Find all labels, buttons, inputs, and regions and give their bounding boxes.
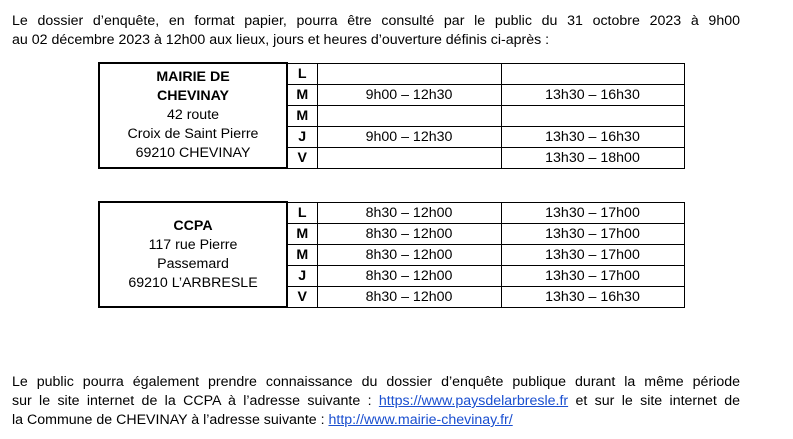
table-row: [99, 202, 684, 223]
outro-line-2: [12, 392, 740, 411]
afternoon-cell: 13h30 – 17h00: [501, 223, 684, 244]
afternoon-cell: 13h30 – 17h00: [501, 202, 684, 223]
day-cell: M: [287, 84, 317, 105]
day-cell: J: [287, 265, 317, 286]
place-address-line: 117 rue Pierre: [148, 236, 238, 253]
morning-cell: 9h00 – 12h30: [317, 126, 501, 147]
ccpa-website-link[interactable]: https://www.paysdelarbresle.fr: [378, 393, 569, 409]
outro-paragraph: [12, 373, 740, 430]
morning-cell: 8h30 – 12h00: [317, 202, 501, 223]
place-name-line-2: CHEVINAY: [156, 88, 229, 104]
morning-cell: 8h30 – 12h00: [317, 244, 501, 265]
place-address-line: Croix de Saint Pierre: [127, 126, 259, 142]
afternoon-cell: 13h30 – 16h30: [501, 286, 684, 307]
day-cell: M: [287, 105, 317, 126]
afternoon-cell: 13h30 – 17h00: [501, 265, 684, 286]
morning-cell: 9h00 – 12h30: [317, 84, 501, 105]
day-cell: L: [287, 202, 317, 223]
place-cell: [99, 63, 287, 168]
outro-line-3-prefix: la Commune de CHEVINAY à l’adresse suivante :: [12, 412, 329, 428]
morning-cell: [317, 105, 501, 126]
day-cell: J: [287, 126, 317, 147]
place-address-line: 42 route: [166, 107, 220, 123]
afternoon-cell: [501, 105, 684, 126]
table-row: [99, 63, 684, 84]
place-address-line: 69210 CHEVINAY: [135, 145, 251, 161]
place-name-line-1: CCPA: [173, 217, 213, 234]
place-name-line-1: MAIRIE DE: [156, 69, 230, 85]
day-cell: V: [287, 286, 317, 307]
morning-cell: 8h30 – 12h00: [317, 223, 501, 244]
afternoon-cell: 13h30 – 16h30: [501, 84, 684, 105]
hours-table-mairie: [98, 62, 685, 169]
outro-line-2-prefix: sur le site internet de la CCPA à l’adresse suivante :: [12, 393, 379, 409]
chevinay-website-link[interactable]: http://www.mairie-chevinay.fr/: [328, 412, 513, 428]
outro-line-2-suffix: et sur le site internet de: [568, 393, 740, 409]
morning-cell: [317, 63, 501, 84]
afternoon-cell: 13h30 – 16h30: [501, 126, 684, 147]
day-cell: L: [287, 63, 317, 84]
morning-cell: [317, 147, 501, 168]
morning-cell: 8h30 – 12h00: [317, 265, 501, 286]
place-address-line: Passemard: [157, 255, 229, 272]
day-cell: V: [287, 147, 317, 168]
intro-paragraph: [12, 12, 740, 50]
place-cell: [99, 202, 287, 307]
intro-line-1: Le dossier d’enquête, en format papier, pourra être consulté par le public du 31 octobre 2023 à 9h00: [12, 13, 740, 29]
outro-line-1: Le public pourra également prendre connaissance du dossier d’enquête publique durant la même période: [12, 374, 740, 390]
place-address-line: 69210 L’ARBRESLE: [128, 274, 258, 291]
outro-line-3: [12, 411, 740, 430]
hours-table-ccpa: [98, 201, 685, 308]
afternoon-cell: 13h30 – 18h00: [501, 147, 684, 168]
day-cell: M: [287, 223, 317, 244]
morning-cell: 8h30 – 12h00: [317, 286, 501, 307]
day-cell: M: [287, 244, 317, 265]
afternoon-cell: [501, 63, 684, 84]
intro-line-2: au 02 décembre 2023 à 12h00 aux lieux, jours et heures d’ouverture définis ci-après :: [12, 32, 550, 48]
afternoon-cell: 13h30 – 17h00: [501, 244, 684, 265]
